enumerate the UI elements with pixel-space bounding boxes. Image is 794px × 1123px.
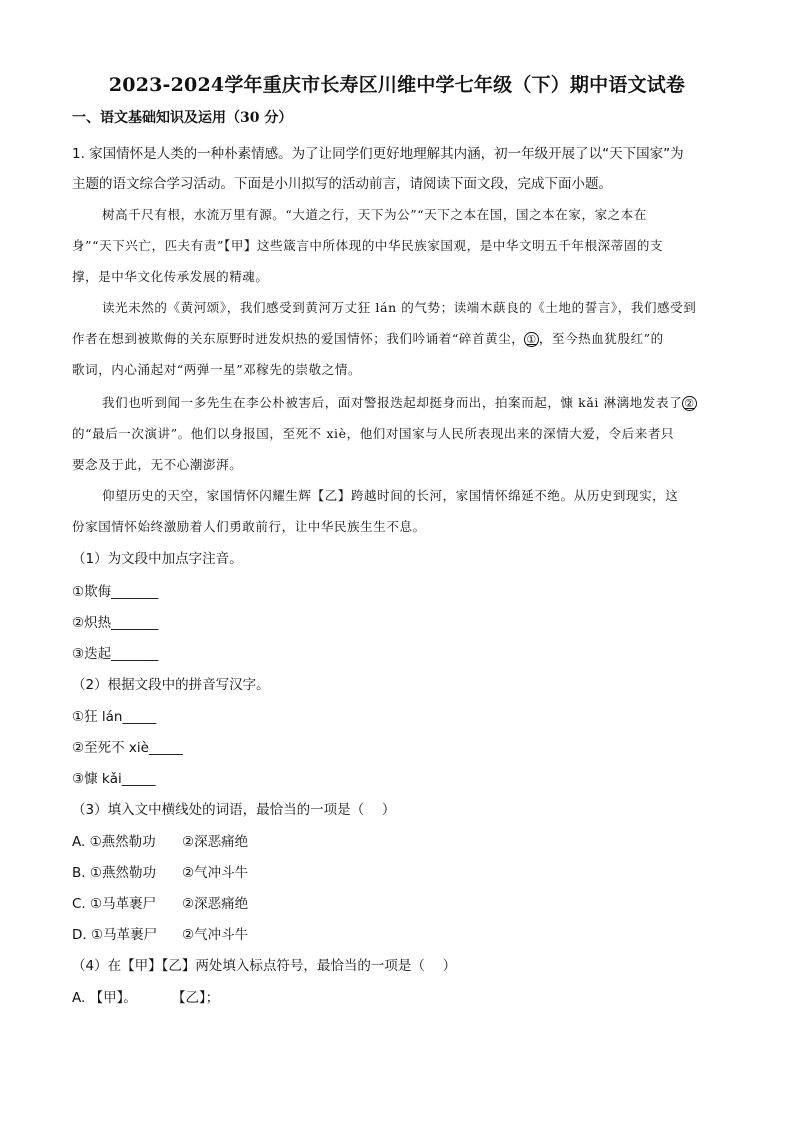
blank-marker: ① <box>526 333 537 346</box>
passage-text: ，至今热血犹殷红”的 <box>538 331 664 346</box>
answer-item: ③迭起_______ <box>72 646 159 662</box>
answer-item: ①狂 lán_____ <box>72 709 157 725</box>
passage-line <box>102 393 722 411</box>
choice-part: ②气冲斗牛 <box>182 865 249 881</box>
choice-part: A. ①燕然勒功 <box>72 834 156 850</box>
passage-text: 我们也听到闻一多先生在李公朴被害后，面对警报迭起却挺身而出，拍案而起，慷 kǎi 淋漓地发表了 <box>102 395 683 410</box>
question-stem: （4）在【甲】【乙】两处填入标点符号，最恰当的一项是（ ） <box>72 958 457 974</box>
choice-part: C. ①马革裹尸 <box>72 896 157 912</box>
passage-line: 撑，是中华文化传承发展的精魂。 <box>72 269 269 284</box>
passage-line: 树高千尺有根，水流万里有源。“大道之行，天下为公”“天下之本在国，国之本在家，家之本在 <box>102 207 647 222</box>
choice-part: B. ①燕然勒功 <box>72 865 156 881</box>
page-title: 2023-2024学年重庆市长寿区川维中学七年级（下）期中语文试卷 <box>108 74 686 96</box>
passage-line: 读光未然的《黄河颂》，我们感受到黄河万丈狂 lán 的气势；读端木蕻良的《土地的誓言》，我们感受到 <box>102 300 697 315</box>
choice-part: 【乙】； <box>172 990 220 1006</box>
choice-part: A. 【甲】。 <box>72 990 137 1006</box>
passage-line: 份家国情怀始终激励着人们勇敢前行，让中华民族生生不息。 <box>72 519 426 534</box>
choice-part: ②深恶痛绝 <box>182 834 249 850</box>
blank-marker: ② <box>684 397 695 410</box>
question-stem: （3）填入文中横线处的词语，最恰当的一项是（ ） <box>72 802 396 818</box>
choice-option <box>72 923 722 943</box>
choice-option <box>72 986 722 1006</box>
answer-item: ③慷 kǎi_____ <box>72 771 156 787</box>
passage-line: 歌词，内心涌起对“两弹一星”邓稼先的崇敬之情。 <box>72 362 362 377</box>
question-stem: （2）根据文段中的拼音写汉字。 <box>72 677 270 693</box>
choice-part: ②气冲斗牛 <box>182 927 249 943</box>
choice-part: ②深恶痛绝 <box>182 896 249 912</box>
question-intro-line: 主题的语文综合学习活动。下面是小川拟写的活动前言，请阅读下面文段，完成下面小题。 <box>72 176 612 192</box>
question-stem: （1）为文段中加点字注音。 <box>72 551 243 567</box>
passage-line: 要念及于此，无不心潮澎湃。 <box>72 457 243 472</box>
passage-line: 仰望历史的天空，家国情怀闪耀生辉【乙】跨越时间的长河，家国情怀绵延不绝。从历史到现实，这 <box>102 488 679 503</box>
passage-line: 的“最后一次演讲”。他们以身报国，至死不 xiè，他们对国家与人民所表现出来的深情大爱，令后来者只 <box>72 426 675 441</box>
choice-option <box>72 892 722 912</box>
section-heading: 一、语文基础知识及运用（30 分） <box>72 110 293 126</box>
answer-item: ①欺侮_______ <box>72 584 159 600</box>
answer-item: ②炽热_______ <box>72 615 159 631</box>
passage-line <box>72 329 722 347</box>
passage-line: 身”“天下兴亡，匹夫有责”【甲】这些箴言中所体现的中华民族家国观，是中华文明五千年根深蒂固的支 <box>72 238 664 253</box>
choice-option <box>72 830 722 850</box>
question-intro-line: 1. 家国情怀是人类的一种朴素情感。为了让同学们更好地理解其内涵，初一年级开展了以“天下国家”为 <box>72 146 684 162</box>
answer-item: ②至死不 xiè_____ <box>72 740 183 756</box>
choice-option <box>72 861 722 881</box>
choice-part: D. ①马革裹尸 <box>72 927 158 943</box>
passage-text: 作者在想到被欺侮的关东原野时迸发炽热的爱国情怀；我们吟诵着“碎首黄尘， <box>72 331 525 346</box>
